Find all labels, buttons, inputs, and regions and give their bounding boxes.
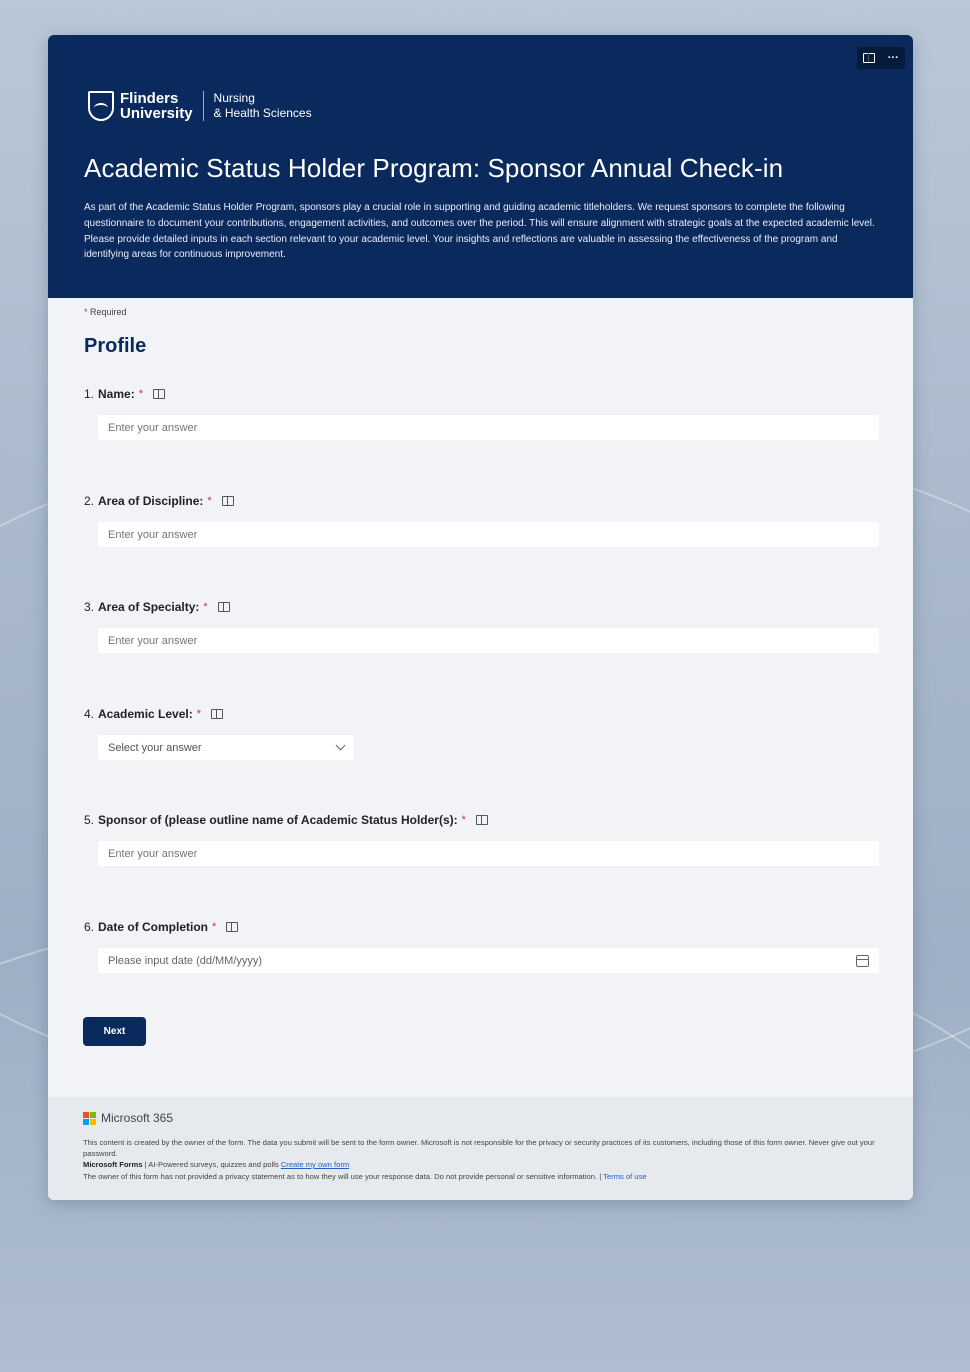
required-note — [84, 307, 127, 317]
footer — [48, 1097, 913, 1200]
question-number: 5. — [84, 813, 95, 827]
microsoft-logo-icon — [83, 1112, 96, 1125]
question-number: 3. — [84, 600, 95, 614]
required-star: * — [203, 601, 208, 613]
date-input[interactable] — [98, 948, 879, 973]
terms-of-use-link[interactable]: Terms of use — [603, 1172, 647, 1181]
faculty-line-1: Nursing — [213, 91, 255, 105]
calendar-icon[interactable] — [856, 955, 869, 967]
question-name — [84, 387, 879, 440]
chevron-down-icon — [336, 741, 346, 751]
question-label: Academic Level: — [98, 707, 193, 721]
question-academic-level — [84, 707, 879, 760]
immersive-reader-icon[interactable] — [226, 922, 238, 932]
section-title: Profile — [84, 335, 147, 357]
immersive-reader-icon[interactable] — [218, 602, 230, 612]
specialty-input[interactable] — [98, 628, 879, 653]
required-star: * — [196, 708, 202, 720]
required-star: * — [207, 495, 212, 507]
shield-icon — [88, 91, 114, 121]
question-area-of-discipline — [84, 494, 879, 547]
question-label: Date of Completion — [98, 920, 209, 934]
logo-line-1: Flinders — [120, 90, 179, 107]
required-star: * — [212, 921, 217, 933]
question-number: 2. — [84, 494, 95, 508]
forms-tagline-line — [83, 1159, 878, 1171]
logo-line-2: University — [120, 105, 193, 122]
immersive-reader-icon[interactable] — [153, 389, 165, 399]
question-area-of-specialty — [84, 600, 879, 653]
form-title: Academic Status Holder Program: Sponsor Annual Check-in — [84, 153, 784, 183]
immersive-reader-icon[interactable] — [211, 709, 223, 719]
header-toolbar — [857, 47, 905, 69]
footer-disclaimer: This content is created by the owner of the form. The data you submit will be sent to the form owner. Microsoft is not responsible for the privacy or security practices of its customers, including those of this form owner. Never give out your password. — [83, 1138, 875, 1158]
question-number: 1. — [84, 387, 95, 401]
privacy-line — [83, 1171, 878, 1183]
question-label: Sponsor of (please outline name of Academic Status Holder(s): — [98, 813, 458, 827]
immersive-reader-icon[interactable] — [222, 496, 234, 506]
immersive-reader-icon[interactable] — [863, 53, 875, 63]
sponsor-of-input[interactable] — [98, 841, 879, 866]
logo-divider — [203, 91, 204, 121]
microsoft-365-brand — [83, 1111, 878, 1125]
question-label: Area of Specialty: — [98, 600, 200, 614]
brand-name: Microsoft 365 — [101, 1111, 174, 1125]
privacy-text: The owner of this form has not provided a privacy statement as to how they will use your response data. Do not provide personal or sensitive information. | — [83, 1172, 604, 1181]
question-label: Name: — [98, 387, 135, 401]
required-star: * — [138, 388, 143, 400]
required-note-text: Required — [90, 307, 127, 317]
faculty-line-2: & Health Sciences — [213, 106, 312, 120]
next-button[interactable]: Next — [83, 1017, 146, 1046]
question-number: 6. — [84, 920, 95, 934]
form-description: As part of the Academic Status Holder Program, sponsors play a crucial role in supporting and guiding academic titleholders. We request sponsors to complete the following questionnaire to document your contributions, engagement activities, and outcomes over the period. This will ensure alignment with strategic goals at the expected academic level. Please provide detailed inputs in each section relevant to your academic level. Your insights and reflections are valuable in assessing the effectiveness of the program and identifying areas for continuous improvement. — [84, 202, 875, 261]
question-label: Area of Discipline: — [98, 494, 204, 508]
form-card — [48, 35, 913, 1200]
academic-level-dropdown[interactable] — [98, 735, 354, 760]
required-star: * — [461, 814, 466, 826]
forms-tagline: | AI-Powered surveys, quizzes and polls — [142, 1160, 281, 1169]
question-date-of-completion — [84, 920, 879, 973]
create-form-link[interactable]: Create my own form — [280, 1160, 350, 1169]
form-header-banner — [48, 35, 913, 298]
name-input[interactable] — [98, 415, 879, 440]
dropdown-placeholder: Select your answer — [108, 741, 202, 754]
discipline-input[interactable] — [98, 522, 879, 547]
more-options-icon[interactable]: ··· — [887, 52, 899, 64]
university-logo — [88, 91, 312, 121]
required-star: * — [84, 307, 88, 317]
question-number: 4. — [84, 707, 95, 721]
immersive-reader-icon[interactable] — [476, 815, 488, 825]
question-sponsor-of — [84, 813, 879, 866]
forms-name: Microsoft Forms — [83, 1160, 143, 1169]
date-placeholder: Please input date (dd/MM/yyyy) — [108, 954, 263, 967]
